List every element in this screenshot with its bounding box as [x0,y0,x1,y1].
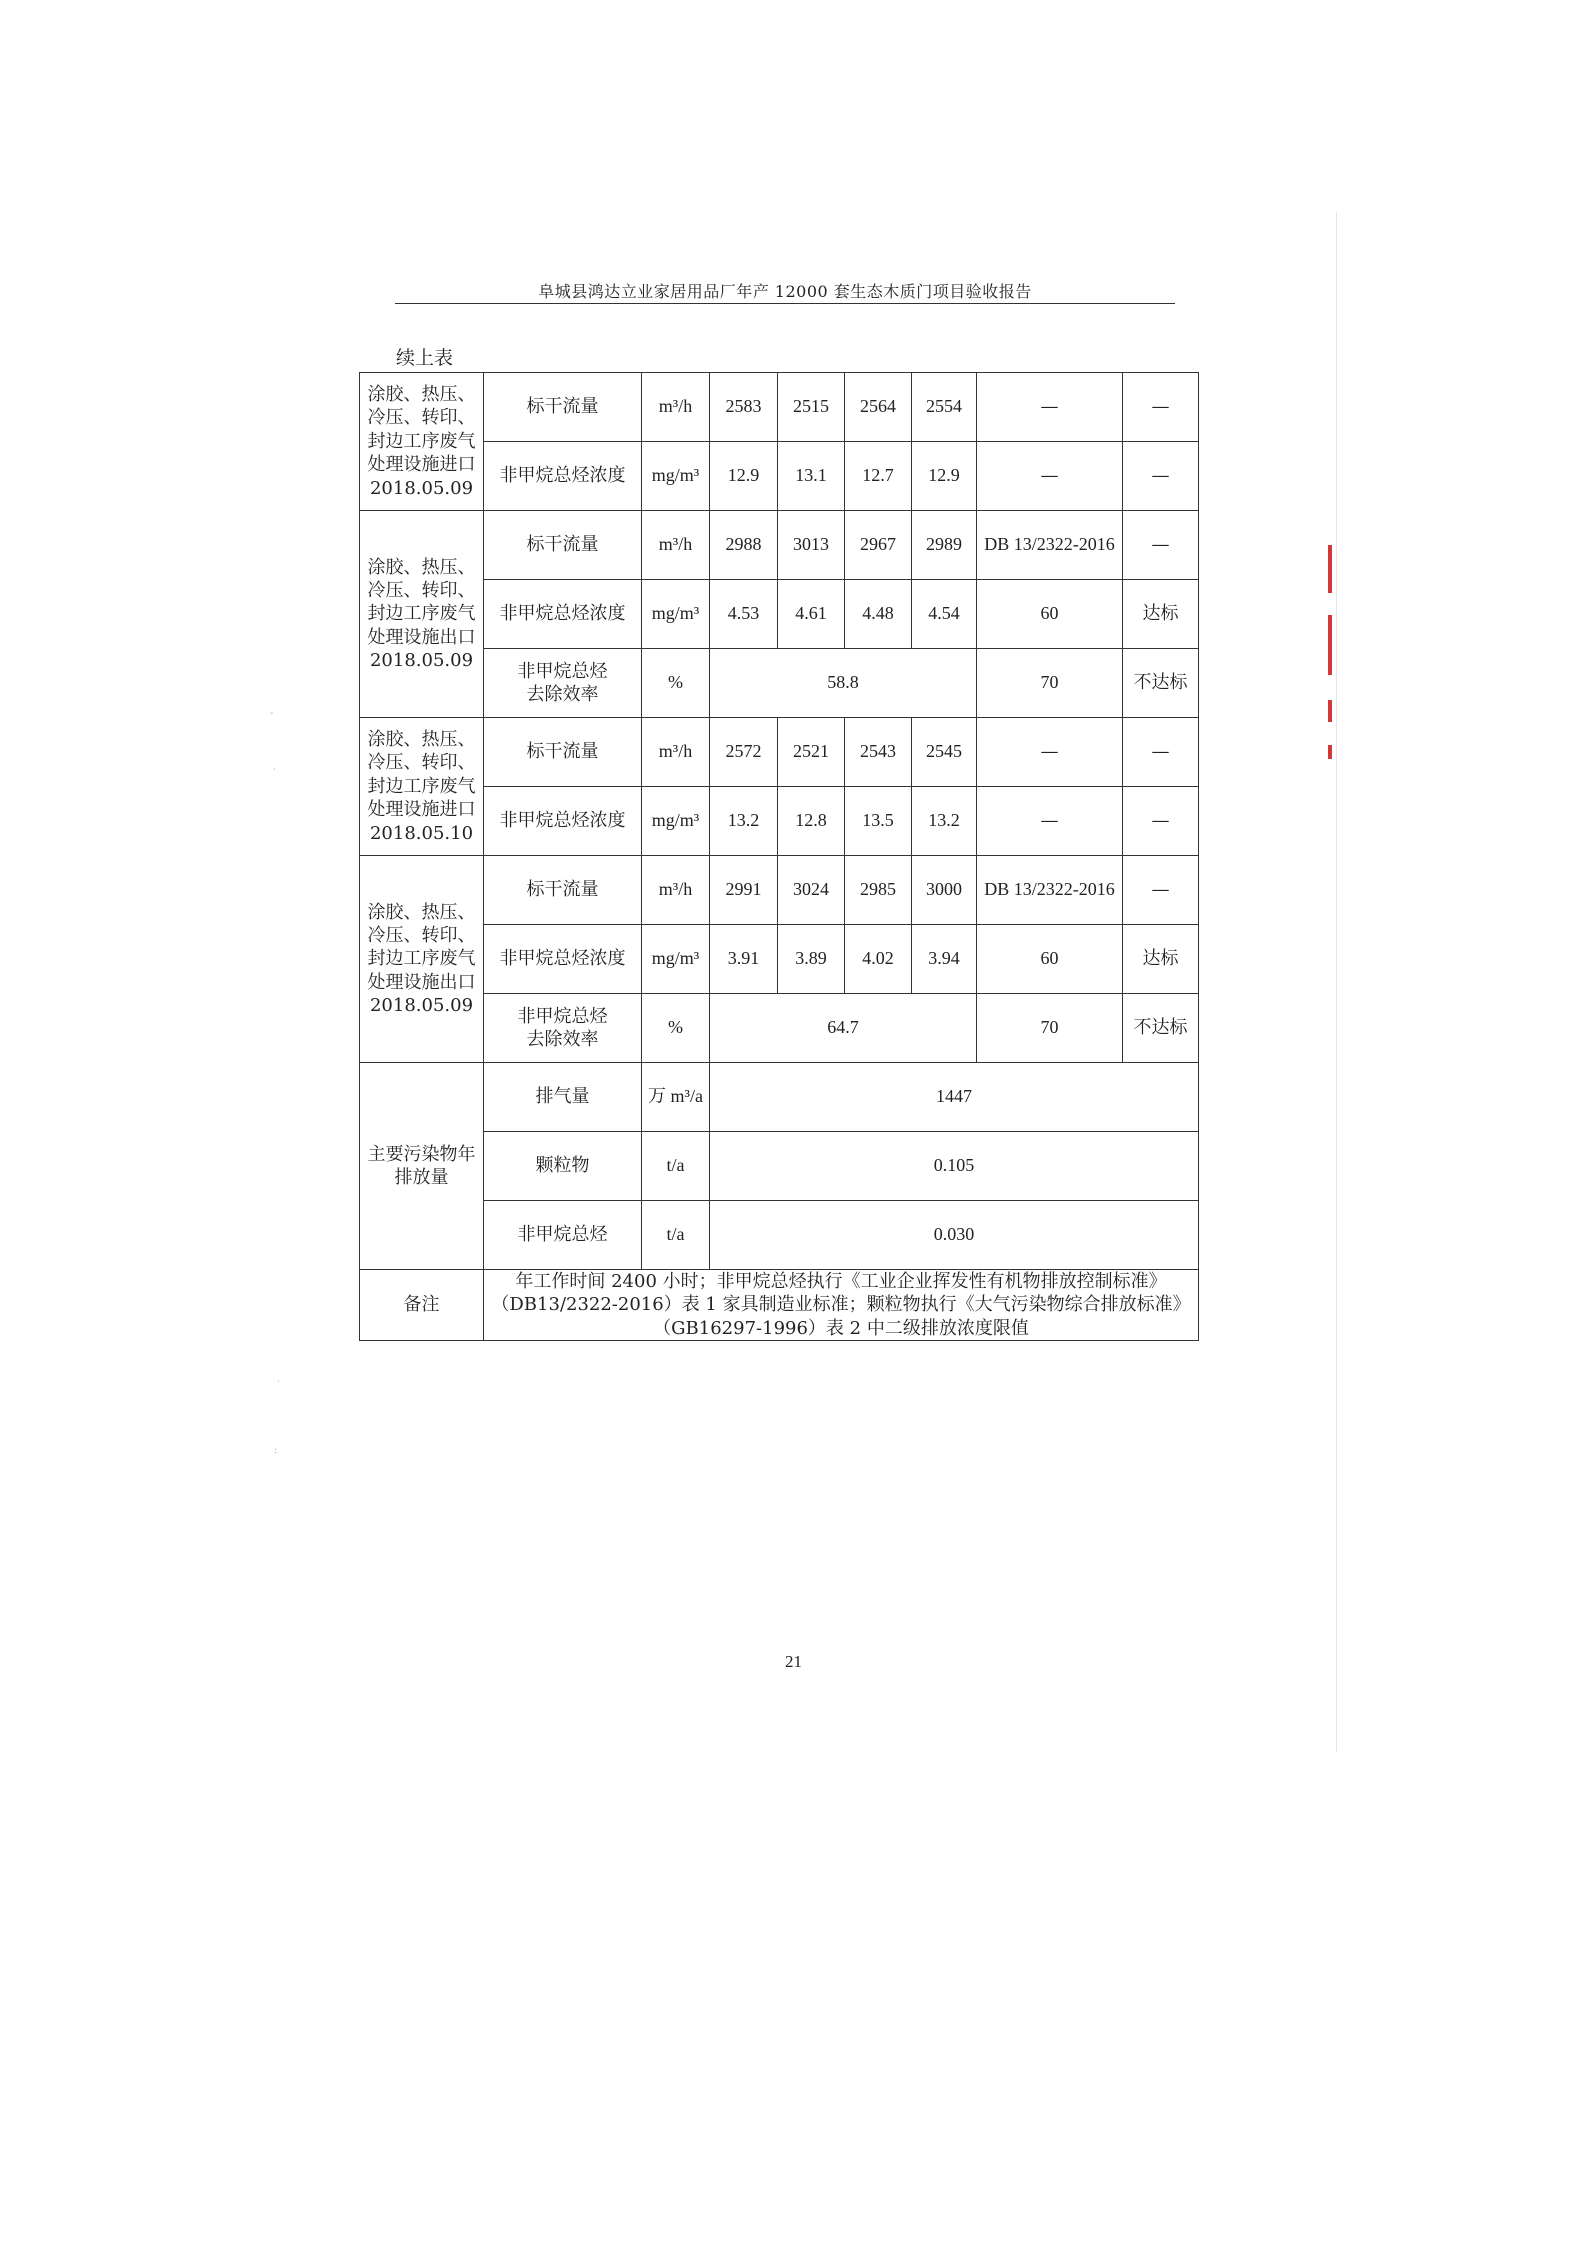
value-cell: 2985 [845,856,912,925]
value-cell: 12.9 [710,442,778,511]
location-line: 封边工序废气 [367,948,476,970]
location-line: 涂胶、热压、 [367,384,476,406]
unit-cell: mg/m³ [642,787,710,856]
sampling-location-cell [360,511,484,718]
value-cell: 2967 [845,511,912,580]
table-row [360,1063,1199,1132]
value-cell: 2572 [710,718,778,787]
parameter-cell: 颗粒物 [484,1132,642,1201]
location-line: 涂胶、热压、 [367,729,476,751]
annual-emission-label-cell [360,1063,484,1270]
parameter-cell: 标干流量 [484,373,642,442]
parameter-cell: 非甲烷总烃浓度 [484,580,642,649]
unit-cell: m³/h [642,373,710,442]
value-cell: 2515 [778,373,845,442]
result-cell: — [1123,442,1199,511]
sampling-date: 2018.05.10 [369,822,474,844]
value-cell: 3000 [912,856,977,925]
result-cell: — [1123,718,1199,787]
table-row [360,925,1199,994]
scan-speck: ˙ [276,1380,281,1391]
parameter-line: 非甲烷总烃 [517,1005,608,1027]
sampling-location-cell [360,856,484,1063]
table-row [360,856,1199,925]
location-line: 封边工序废气 [367,775,476,797]
unit-cell: m³/h [642,718,710,787]
unit-cell: t/a [642,1201,710,1270]
parameter-cell [484,994,642,1063]
location-line: 冷压、转印、 [367,924,476,946]
value-cell: 4.02 [845,925,912,994]
scan-speck: ˙ [272,768,277,779]
result-cell: — [1123,373,1199,442]
table-row [360,442,1199,511]
value-cell: 4.54 [912,580,977,649]
value-cell: 13.5 [845,787,912,856]
unit-cell: % [642,994,710,1063]
table-row [360,649,1199,718]
sampling-location-cell [360,718,484,856]
table-row [360,1132,1199,1201]
standard-cell: 60 [977,925,1123,994]
standard-cell: DB 13/2322-2016 [977,856,1123,925]
location-line: 冷压、转印、 [367,407,476,429]
remarks-text-cell [484,1270,1199,1341]
unit-cell: mg/m³ [642,925,710,994]
result-cell: 达标 [1123,580,1199,649]
parameter-cell: 标干流量 [484,718,642,787]
red-stamp-mark [1328,745,1332,759]
result-cell: 不达标 [1123,994,1199,1063]
annual-label-line: 主要污染物年 [367,1143,476,1165]
scan-speck: ‐ [270,708,274,719]
value-cell: 13.2 [710,787,778,856]
unit-cell: mg/m³ [642,442,710,511]
report-header-title: 阜城县鸿达立业家居用品厂年产 12000 套生态木质门项目验收报告 [538,282,1032,301]
result-cell: — [1123,511,1199,580]
table-row [360,787,1199,856]
scan-margin-line [1336,212,1337,1752]
value-cell: 2545 [912,718,977,787]
table-row [360,1201,1199,1270]
parameter-cell: 非甲烷总烃浓度 [484,442,642,511]
sampling-date: 2018.05.09 [369,477,474,499]
header-rule [395,303,1175,304]
standard-cell: — [977,787,1123,856]
value-cell: 2521 [778,718,845,787]
value-cell: 4.48 [845,580,912,649]
value-cell: 3024 [778,856,845,925]
standard-cell: 70 [977,994,1123,1063]
location-line: 处理设施进口 [367,454,476,476]
remarks-line: （DB13/2322-2016）表 1 家具制造业标准；颗粒物执行《大气污染物综合排放标准》 [491,1294,1191,1316]
unit-cell: % [642,649,710,718]
standard-cell: — [977,373,1123,442]
result-cell: 达标 [1123,925,1199,994]
location-line: 冷压、转印、 [367,752,476,774]
remarks-row [360,1270,1199,1341]
parameter-cell: 非甲烷总烃浓度 [484,787,642,856]
annual-value-cell: 0.105 [710,1132,1199,1201]
location-line: 处理设施进口 [367,799,476,821]
result-cell: 不达标 [1123,649,1199,718]
sampling-location-cell [360,373,484,511]
exhaust-monitoring-table [359,372,1199,1341]
parameter-line: 非甲烷总烃 [517,660,608,682]
value-cell: 13.1 [778,442,845,511]
table-row [360,373,1199,442]
result-cell: — [1123,787,1199,856]
unit-cell: 万 m³/a [642,1063,710,1132]
parameter-cell: 非甲烷总烃浓度 [484,925,642,994]
location-line: 冷压、转印、 [367,579,476,601]
location-line: 处理设施出口 [367,626,476,648]
unit-cell: m³/h [642,511,710,580]
parameter-cell [484,649,642,718]
value-cell: 2543 [845,718,912,787]
red-stamp-mark [1328,545,1332,593]
value-cell: 13.2 [912,787,977,856]
table-row [360,580,1199,649]
annual-value-cell: 0.030 [710,1201,1199,1270]
table-row [360,994,1199,1063]
value-cell: 3.91 [710,925,778,994]
unit-cell: mg/m³ [642,580,710,649]
value-cell: 12.7 [845,442,912,511]
standard-cell: — [977,718,1123,787]
red-stamp-mark [1328,700,1332,722]
parameter-line: 去除效率 [526,1029,599,1050]
value-cell: 4.61 [778,580,845,649]
value-cell: 4.53 [710,580,778,649]
value-cell: 3.94 [912,925,977,994]
merged-value-cell: 64.7 [710,994,977,1063]
red-stamp-mark [1328,615,1332,675]
annual-value-cell: 1447 [710,1063,1199,1132]
value-cell: 3013 [778,511,845,580]
standard-cell: DB 13/2322-2016 [977,511,1123,580]
result-cell: — [1123,856,1199,925]
continued-table-label: 续上表 [396,347,454,369]
value-cell: 2988 [710,511,778,580]
table-row [360,718,1199,787]
value-cell: 2989 [912,511,977,580]
value-cell: 2564 [845,373,912,442]
page-number: 21 [785,1652,802,1671]
table-row [360,511,1199,580]
parameter-cell: 标干流量 [484,511,642,580]
location-line: 涂胶、热压、 [367,556,476,578]
standard-cell: 60 [977,580,1123,649]
location-line: 涂胶、热压、 [367,901,476,923]
location-line: 处理设施出口 [367,971,476,993]
value-cell: 2554 [912,373,977,442]
parameter-cell: 标干流量 [484,856,642,925]
value-cell: 2583 [710,373,778,442]
sampling-date: 2018.05.09 [369,995,474,1017]
standard-cell: 70 [977,649,1123,718]
standard-cell: — [977,442,1123,511]
parameter-line: 去除效率 [526,684,599,705]
sampling-date: 2018.05.09 [369,650,474,672]
annual-label-line: 排放量 [394,1167,449,1188]
unit-cell: m³/h [642,856,710,925]
value-cell: 12.8 [778,787,845,856]
parameter-cell: 非甲烷总烃 [484,1201,642,1270]
remarks-line: （GB16297-1996）表 2 中二级排放浓度限值 [653,1317,1029,1339]
remarks-line: 年工作时间 2400 小时；非甲烷总烃执行《工业企业挥发性有机物排放控制标准》 [515,1271,1167,1292]
scan-speck: : [274,1445,278,1456]
value-cell: 2991 [710,856,778,925]
merged-value-cell: 58.8 [710,649,977,718]
value-cell: 12.9 [912,442,977,511]
location-line: 封边工序废气 [367,603,476,625]
parameter-cell: 排气量 [484,1063,642,1132]
unit-cell: t/a [642,1132,710,1201]
location-line: 封边工序废气 [367,430,476,452]
remarks-label-cell: 备注 [360,1270,484,1341]
value-cell: 3.89 [778,925,845,994]
